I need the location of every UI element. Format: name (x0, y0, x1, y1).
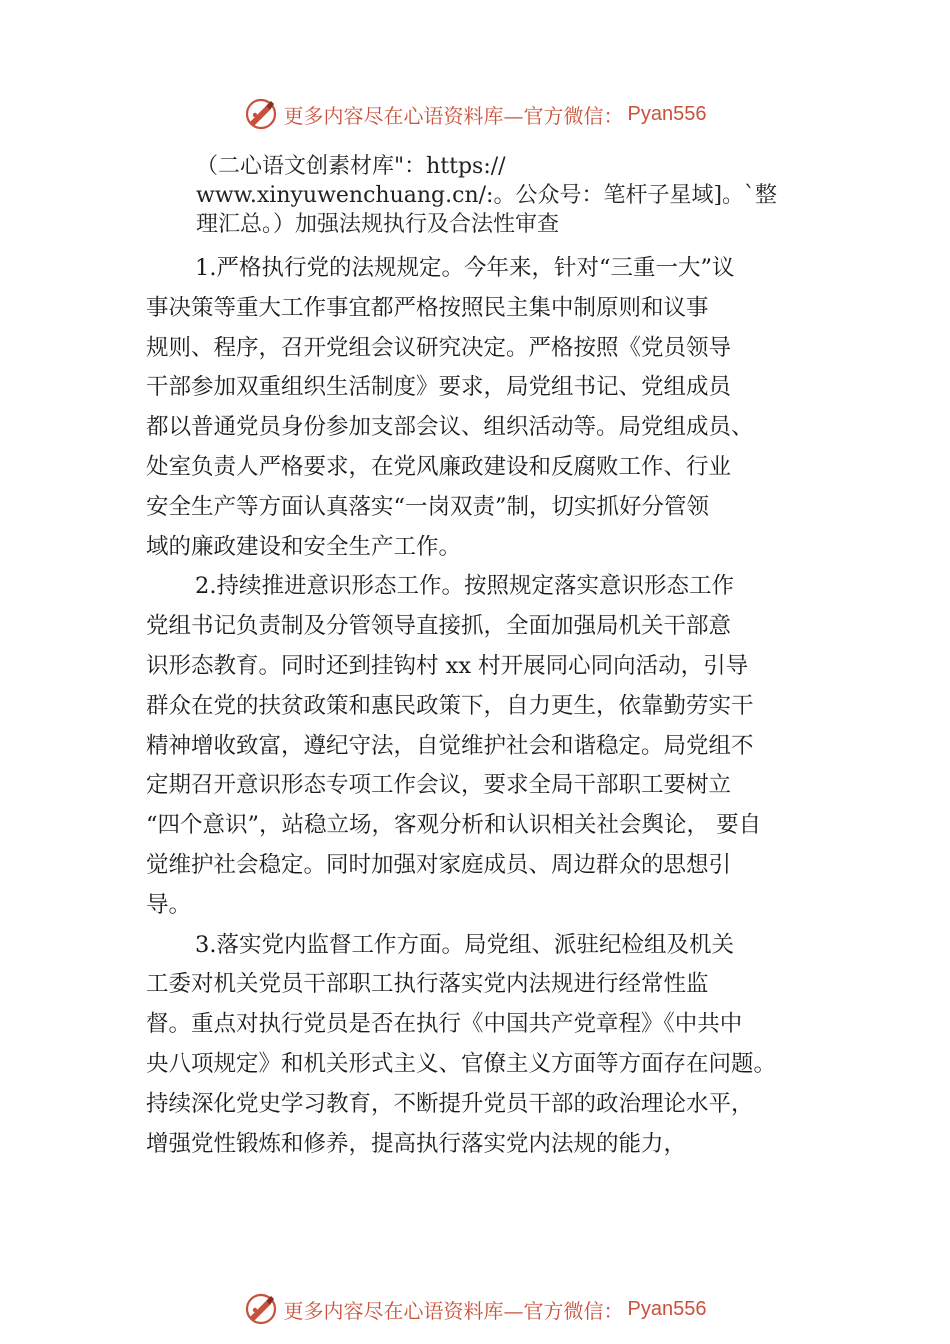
paragraph-line: 识形态教育。同时还到挂钩村 xx 村开展同心同向活动，引导 (146, 652, 749, 679)
paragraph-line: 督。重点对执行党员是否在执行《中国共产党章程》《中共中 (146, 1011, 743, 1038)
paragraph-3 (146, 926, 822, 1165)
paragraph-1 (146, 249, 822, 567)
paragraph-line: 处室负责人严格要求，在党风廉政建设和反腐败工作、行业 (146, 453, 732, 480)
paragraph-line: 2.持续推进意识形态工作。按照规定落实意识形态工作 (195, 573, 734, 600)
paragraph-line: 都以普通党员身份参加支部会议、组织活动等。局党组成员、 (146, 414, 754, 441)
paragraph-line: 群众在党的扶贫政策和惠民政策下，自力更生，依靠勤劳实干 (146, 692, 754, 719)
paragraph-line: 事决策等重大工作事宜都严格按照民主集中制原则和议事 (146, 294, 709, 321)
paragraph-line: 觉维护社会稳定。同时加强对家庭成员、周边群众的思想引 (146, 851, 732, 878)
header-watermark-banner (0, 94, 950, 134)
banner-text-cn: 更多内容尽在心语资料库—官方微信： (283, 103, 624, 128)
paragraph-line: 党组书记负责制及分管领导直接抓，全面加强局机关干部意 (146, 613, 732, 640)
banner-wechat-id: Pyan556 (627, 102, 707, 125)
footer-watermark-banner (0, 1289, 950, 1329)
banner-text-cn: 更多内容尽在心语资料库—官方微信： (283, 1298, 624, 1323)
paragraph-line: 定期召开意识形态专项工作会议，要求全局干部职工要树立 (146, 772, 732, 799)
paragraph-line: 规则、程序，召开党组会议研究决定。严格按照《党员领导 (146, 334, 732, 361)
intro-line: （二心语文创素材库"：https:// (196, 154, 506, 179)
document-body (146, 249, 822, 1164)
paragraph-line: 持续深化党史学习教育，不断提升党员干部的政治理论水平， (146, 1090, 754, 1117)
paragraph-line: 导。 (146, 891, 192, 918)
paragraph-line: 央八项规定》和机关形式主义、官僚主义方面等方面存在问题。 (146, 1050, 777, 1077)
pen-logo-icon (244, 97, 278, 131)
paragraph-line: 工委对机关党员干部职工执行落实党内法规进行经常性监 (146, 971, 709, 998)
intro-note (196, 152, 836, 239)
paragraph-line: 干部参加双重组织生活制度》要求，局党组书记、党组成员 (146, 374, 732, 401)
pen-logo-icon (244, 1292, 278, 1326)
paragraph-line: “四个意识”，站稳立场，客观分析和认识相关社会舆论， 要自 (146, 812, 762, 839)
paragraph-line: 1.严格执行党的法规规定。今年来，针对“三重一大”议 (195, 255, 735, 281)
paragraph-line: 增强党性锻炼和修养，提高执行落实党内法规的能力， (146, 1130, 687, 1157)
paragraph-line: 精神增收致富，遵纪守法，自觉维护社会和谐稳定。局党组不 (146, 732, 754, 759)
intro-line: www.xinyuwenchuang.cn/:。公众号：笔杆子星域]。`整 (196, 183, 778, 208)
paragraph-line: 安全生产等方面认真落实“一岗双责”制，切实抓好分管领 (146, 493, 710, 520)
paragraph-2 (146, 567, 822, 925)
paragraph-line: 域的廉政建设和安全生产工作。 (146, 533, 462, 560)
intro-line: 理汇总。）加强法规执行及合法性审查 (196, 212, 560, 237)
banner-wechat-id: Pyan556 (627, 1297, 707, 1320)
paragraph-line: 3.落实党内监督工作方面。局党组、派驻纪检组及机关 (195, 931, 734, 958)
